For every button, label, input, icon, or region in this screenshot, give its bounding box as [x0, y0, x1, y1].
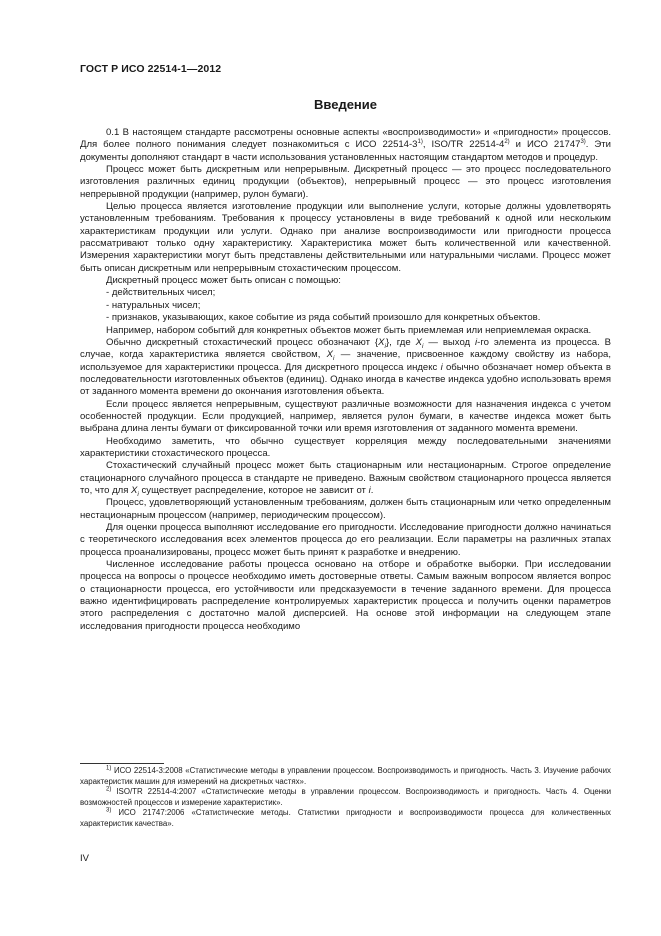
list-item: - признаков, указывающих, какое событие из ряда событий произошло для конкретных объектов. — [106, 312, 541, 324]
paragraph-continuous-process: Если процесс является непрерывным, существуют различные возможности для назначения индекса с учетом особенностей продукции. Если продукцией, например, является рулон бумаги, в качестве индекса может быть выбрана длина ленты бумаги от фиксированной точки или время изготовления от заданного момента времени. — [80, 398, 611, 435]
paragraph-intro: 0.1 В настоящем стандарте рассмотрены основные аспекты «воспроизводимости» и «пригодности» процессов. Для более полного понимания следует познакомиться с ИСО 22514-3$^{1)}$, ISO/TR 22514-4$^{2)}$ и ИСО 21747$^{3)}$. Эти документы дополняют стандарт в части использования установленных настоящим стандартом методов и процедур. — [80, 127, 611, 163]
paragraph-numerical-study: Численное исследование работы процесса основано на отборе и обработке выборки. При исследовании процесса на вопросы о процессе необходимо иметь достоверные ответы. Самым важным вопросом является вопрос о стационарности процесса, его устойчивости или предсказуемости в течение заданного времени. Для процесса важно идентифицировать распределение контролируемых характеристик процесса и получить оценки параметров этого распределения с достаточно малой дисперсией. На основе этой информации на следующем этапе исследования пригодности процесса необходимо — [80, 559, 611, 632]
paragraph-discrete-description: Дискретный процесс может быть описан с помощью: — [106, 275, 341, 287]
footnote-2: $^{2)}$ ISO/TR 22514-4:2007 «Статистические методы в управлении процессом. Воспроизводимость и пригодность. Часть 4. Оценки возможностей процессов и измерение характеристик». — [80, 786, 611, 807]
footnotes — [80, 766, 611, 830]
body-text — [80, 127, 611, 633]
paragraph-process-goal: Целью процесса является изготовление продукции или выполнение услуги, которые должны удовлетворять установленным требованиям. Требования к процессу установлены в виде требований к одной или нескольким характеристикам продукции или услуги. Однако при анализе воспроизводимости или пригодности процесса рассматривают только одну характеристику. Характеристика может быть количественной или качественной. Измерения характеристики могут быть представлены действительными или натуральными числами. Процесс может быть описан дискретным или непрерывным стохастическим процессом. — [80, 201, 611, 274]
section-title: Введение — [314, 97, 377, 112]
footnote-ref-2: 2) — [504, 139, 510, 146]
footnote-3: $^{3)}$ ИСО 21747:2006 «Статистические методы. Статистики пригодности и воспроизводимости процесса для количественных характеристик качества». — [80, 807, 611, 828]
footnote-ref-3: 3) — [580, 139, 586, 146]
paragraph-capability-study: Для оценки процесса выполняют исследование его пригодности. Исследование пригодности должно начинаться с теоретического исследования всех элементов процесса до его реализации. Если параметры на различных этапах процесса проанализированы, процесс может быть принят к разработке и внедрению. — [80, 522, 611, 558]
footnote-divider — [80, 763, 164, 764]
list-item: - натуральных чисел; — [106, 299, 201, 311]
paragraph-correlation: Необходимо заметить, что обычно существует корреляция между последовательными значениями характеристики стохастического процесса. — [80, 435, 611, 459]
paragraph-stochastic-notation: Обычно дискретный стохастический процесс обозначают $\{X_i\}$, где $X_i$ — выход i-го элемента из процесса. В случае, когда характеристика является свойством, $X_i$ — значение, присвоенное каждому свойству из набора, используемое для характеристики процесса. Для дискретного процесса индекс i обычно обозначает номер объекта в последовательности изготовленных объектов (единиц). Однако иногда в качестве индекса удобно использовать время от заданного момента времени до окончания изготовления объекта. — [80, 336, 611, 398]
footnote-ref-1: 1) — [417, 139, 423, 146]
paragraph-requirements: Процесс, удовлетворяющий установленным требованиям, должен быть стационарным или четко определенным нестационарным процессом (например, периодическим процессом). — [80, 497, 611, 521]
standard-code-header: ГОСТ Р ИСО 22514-1—2012 — [80, 63, 222, 75]
paragraph-stationary: Стохастический случайный процесс может быть стационарным или нестационарным. Строгое определение стационарного случайного процесса в стандарте не приведено. Важным свойством стационарного процесса является то, что для $X_i$ существует распределение, которое не зависит от i. — [80, 460, 611, 498]
paragraph-example: Например, набором событий для конкретных объектов может быть приемлемая или неприемлемая окраска. — [106, 324, 592, 336]
page-number: IV — [80, 853, 89, 864]
paragraph-process-types: Процесс может быть дискретным или непрерывным. Дискретный процесс — это процесс последовательного изготовления различных единиц продукции (объектов), непрерывный процесс — это процесс изготовления непрерывной продукции (например, рулон бумаги). — [80, 164, 611, 200]
footnote-1: $^{1)}$ ИСО 22514-3:2008 «Статистические методы в управлении процессом. Воспроизводимость и пригодность. Часть 3. Изучение рабочих характеристик машин для измерений на дискретных частях». — [80, 765, 611, 786]
list-item: - действительных чисел; — [106, 287, 216, 299]
